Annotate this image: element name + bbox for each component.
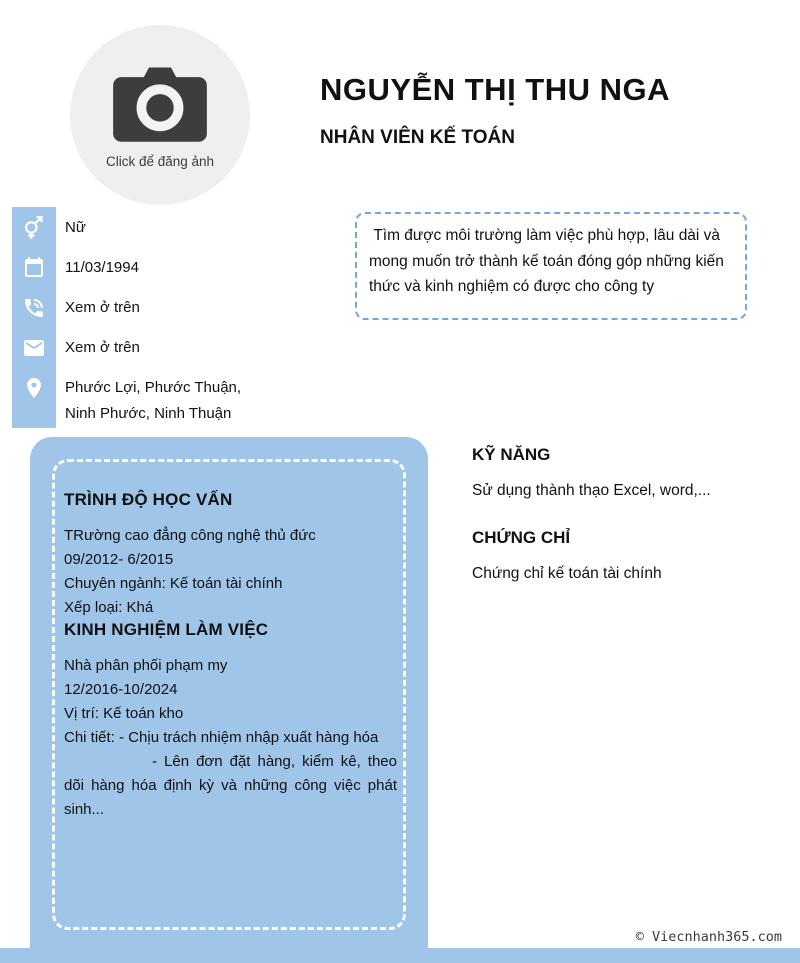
education-major: Chuyên ngành: Kế toán tài chính (64, 575, 283, 592)
right-column (472, 445, 762, 611)
skills-heading: KỸ NĂNG (472, 445, 551, 464)
location-icon (21, 376, 47, 402)
gender-icon (21, 215, 47, 241)
education-heading: TRÌNH ĐỘ HỌC VẤN (64, 490, 233, 509)
experience-detail-1: Chi tiết: - Chịu trách nhiệm nhập xuất hàng hóa (64, 729, 379, 746)
skills-text: Sử dụng thành thạo Excel, word,... (472, 482, 711, 499)
birthdate-icon (21, 256, 47, 282)
email-icon (21, 336, 47, 362)
contact-birthdate: 11/03/1994 (65, 259, 139, 276)
photo-upload-button[interactable] (70, 25, 250, 205)
candidate-name: NGUYỄN THỊ THU NGA (320, 72, 670, 107)
objective-box (355, 212, 747, 320)
copyright: © Viecnhanh365.com (635, 929, 782, 945)
bottom-bar (0, 948, 800, 963)
job-title: NHÂN VIÊN KẾ TOÁN (320, 127, 515, 148)
certificates-heading: CHỨNG CHỈ (472, 528, 571, 547)
experience-heading: KINH NGHIỆM LÀM VIỆC (64, 620, 269, 639)
experience-company: Nhà phân phối phạm my (64, 657, 228, 674)
photo-upload-label: Click để đăng ảnh (105, 154, 215, 169)
certificates-text: Chứng chỉ kế toán tài chính (472, 565, 662, 582)
experience-position: Vị trí: Kế toán kho (64, 705, 184, 722)
phone-icon (21, 296, 47, 322)
education-school: TRường cao đẳng công nghệ thủ đức (64, 527, 316, 544)
education-experience-panel (30, 437, 428, 963)
camera-icon (108, 132, 212, 149)
contact-gender: Nữ (65, 219, 86, 236)
objective-text: Tìm được môi trường làm việc phù hợp, lâu dài và mong muốn trở thành kế toán đóng góp những kiến thức và kinh nghiệm có được cho công ty (369, 227, 729, 295)
contact-address: Phước Lợi, Phước Thuận, Ninh Phước, Ninh Thuận (65, 379, 242, 422)
experience-period: 12/2016-10/2024 (64, 681, 178, 698)
contact-email: Xem ở trên (65, 339, 140, 356)
education-grade: Xếp loại: Khá (64, 599, 154, 616)
experience-detail-2: - Lên đơn đặt hàng, kiểm kê, theo dõi hàng hóa định kỳ và những công việc phát sinh... (64, 753, 397, 818)
panel-dashed-border (52, 459, 406, 930)
education-period: 09/2012- 6/2015 (64, 551, 174, 568)
contact-phone: Xem ở trên (65, 299, 140, 316)
